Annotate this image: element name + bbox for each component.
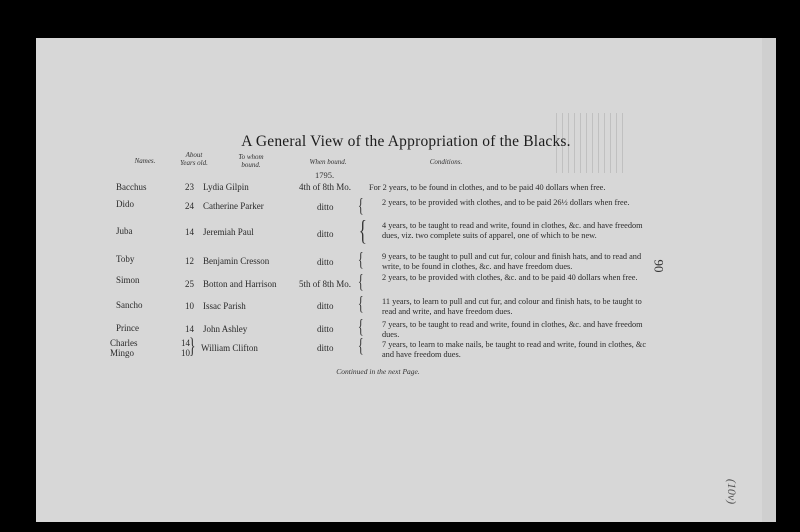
row-bound-to: Benjamin Cresson <box>203 256 270 266</box>
header-when-bound: When bound. <box>309 158 347 166</box>
row-bound-to: Issac Parish <box>203 301 246 311</box>
row-bound-to: Botton and Harrison <box>203 279 277 289</box>
handwritten-note: (10v) <box>725 478 740 505</box>
row-age: 14 <box>181 338 190 348</box>
row-age: 23 <box>185 182 194 192</box>
page-edge-shadow <box>762 38 776 522</box>
row-when: ditto <box>317 324 334 334</box>
brace-mark: { <box>357 249 364 271</box>
row-bound-to: Lydia Gilpin <box>203 182 249 192</box>
header-age-line2: Years old. <box>180 159 208 167</box>
header-bound-to-line2: bound. <box>241 161 261 169</box>
row-age: 14 <box>185 324 194 334</box>
brace-mark: { <box>357 195 364 217</box>
row-name-second: Mingo <box>110 348 135 358</box>
row-name: Sancho <box>116 300 143 310</box>
row-when: ditto <box>317 301 334 311</box>
row-when: ditto <box>317 257 334 267</box>
brace-mark: { <box>357 316 364 338</box>
row-when: 5th of 8th Mo. <box>299 279 352 289</box>
row-name: Toby <box>116 254 135 264</box>
row-when: ditto <box>317 343 334 353</box>
header-bound-to-line1: To whom <box>238 153 264 161</box>
row-when: ditto <box>317 229 334 239</box>
header-conditions: Conditions. <box>429 158 463 166</box>
row-name: Bacchus <box>116 182 147 192</box>
row-name: Charles <box>110 338 138 348</box>
row-bound-to: John Ashley <box>203 324 248 334</box>
row-bound-to: William Clifton <box>201 343 258 353</box>
row-conditions: 9 years, to be taught to pull and cut fur, colour and finish hats, and to read and write, to be found in clothes, &c. and have freedom dues. <box>382 252 642 271</box>
row-age: 12 <box>185 256 194 266</box>
row-conditions: For 2 years, to be found in clothes, and to be paid 40 dollars when free. <box>369 183 606 192</box>
row-conditions: 2 years, to be provided with clothes, &c. and to be paid 40 dollars when free. <box>382 273 638 282</box>
row-age: 10 <box>185 301 194 311</box>
row-name: Prince <box>116 323 139 333</box>
brace-mark: { <box>357 335 364 357</box>
row-conditions: 4 years, to be taught to read and write, found in clothes, &c. and have freedom dues, viz. two complete suits of apparel, one of which to be new. <box>382 221 643 240</box>
document-page <box>36 38 776 522</box>
header-age-line1: About <box>185 151 203 159</box>
row-bound-to: Jeremiah Paul <box>203 227 254 237</box>
page-number: 90 <box>651 259 667 273</box>
row-age: 14 <box>185 227 194 237</box>
year-label: 1795. <box>315 170 335 180</box>
brace-mark: { <box>357 293 364 315</box>
row-name: Juba <box>116 226 133 236</box>
row-conditions: 7 years, to be taught to read and write, found in clothes, &c. and have freedom dues. <box>382 320 643 339</box>
header-names: Names. <box>134 157 156 165</box>
row-when: ditto <box>317 202 334 212</box>
row-conditions: 2 years, to be provided with clothes, and to be paid 26½ dollars when free. <box>382 198 630 207</box>
row-conditions: 7 years, to learn to make nails, be taught to read and write, found in clothes, &c and have freedom dues. <box>382 340 647 359</box>
continued-note: Continued in the next Page. <box>336 367 420 376</box>
brace-mark: } <box>189 333 196 358</box>
row-age: 25 <box>185 279 194 289</box>
row-when: 4th of 8th Mo. <box>299 182 352 192</box>
row-name: Dido <box>116 199 134 209</box>
brace-mark: { <box>358 216 367 247</box>
row-age-second: 10 <box>181 348 190 358</box>
row-name: Simon <box>116 275 140 285</box>
row-conditions: 11 years, to learn to pull and cut fur, and colour and finish hats, to be taught to read and write, and have freedom dues. <box>382 297 642 316</box>
brace-mark: { <box>357 271 364 293</box>
row-bound-to: Catherine Parker <box>203 201 264 211</box>
row-age: 24 <box>185 201 194 211</box>
page-title: A General View of the Appropriation of the Blacks. <box>241 133 571 150</box>
